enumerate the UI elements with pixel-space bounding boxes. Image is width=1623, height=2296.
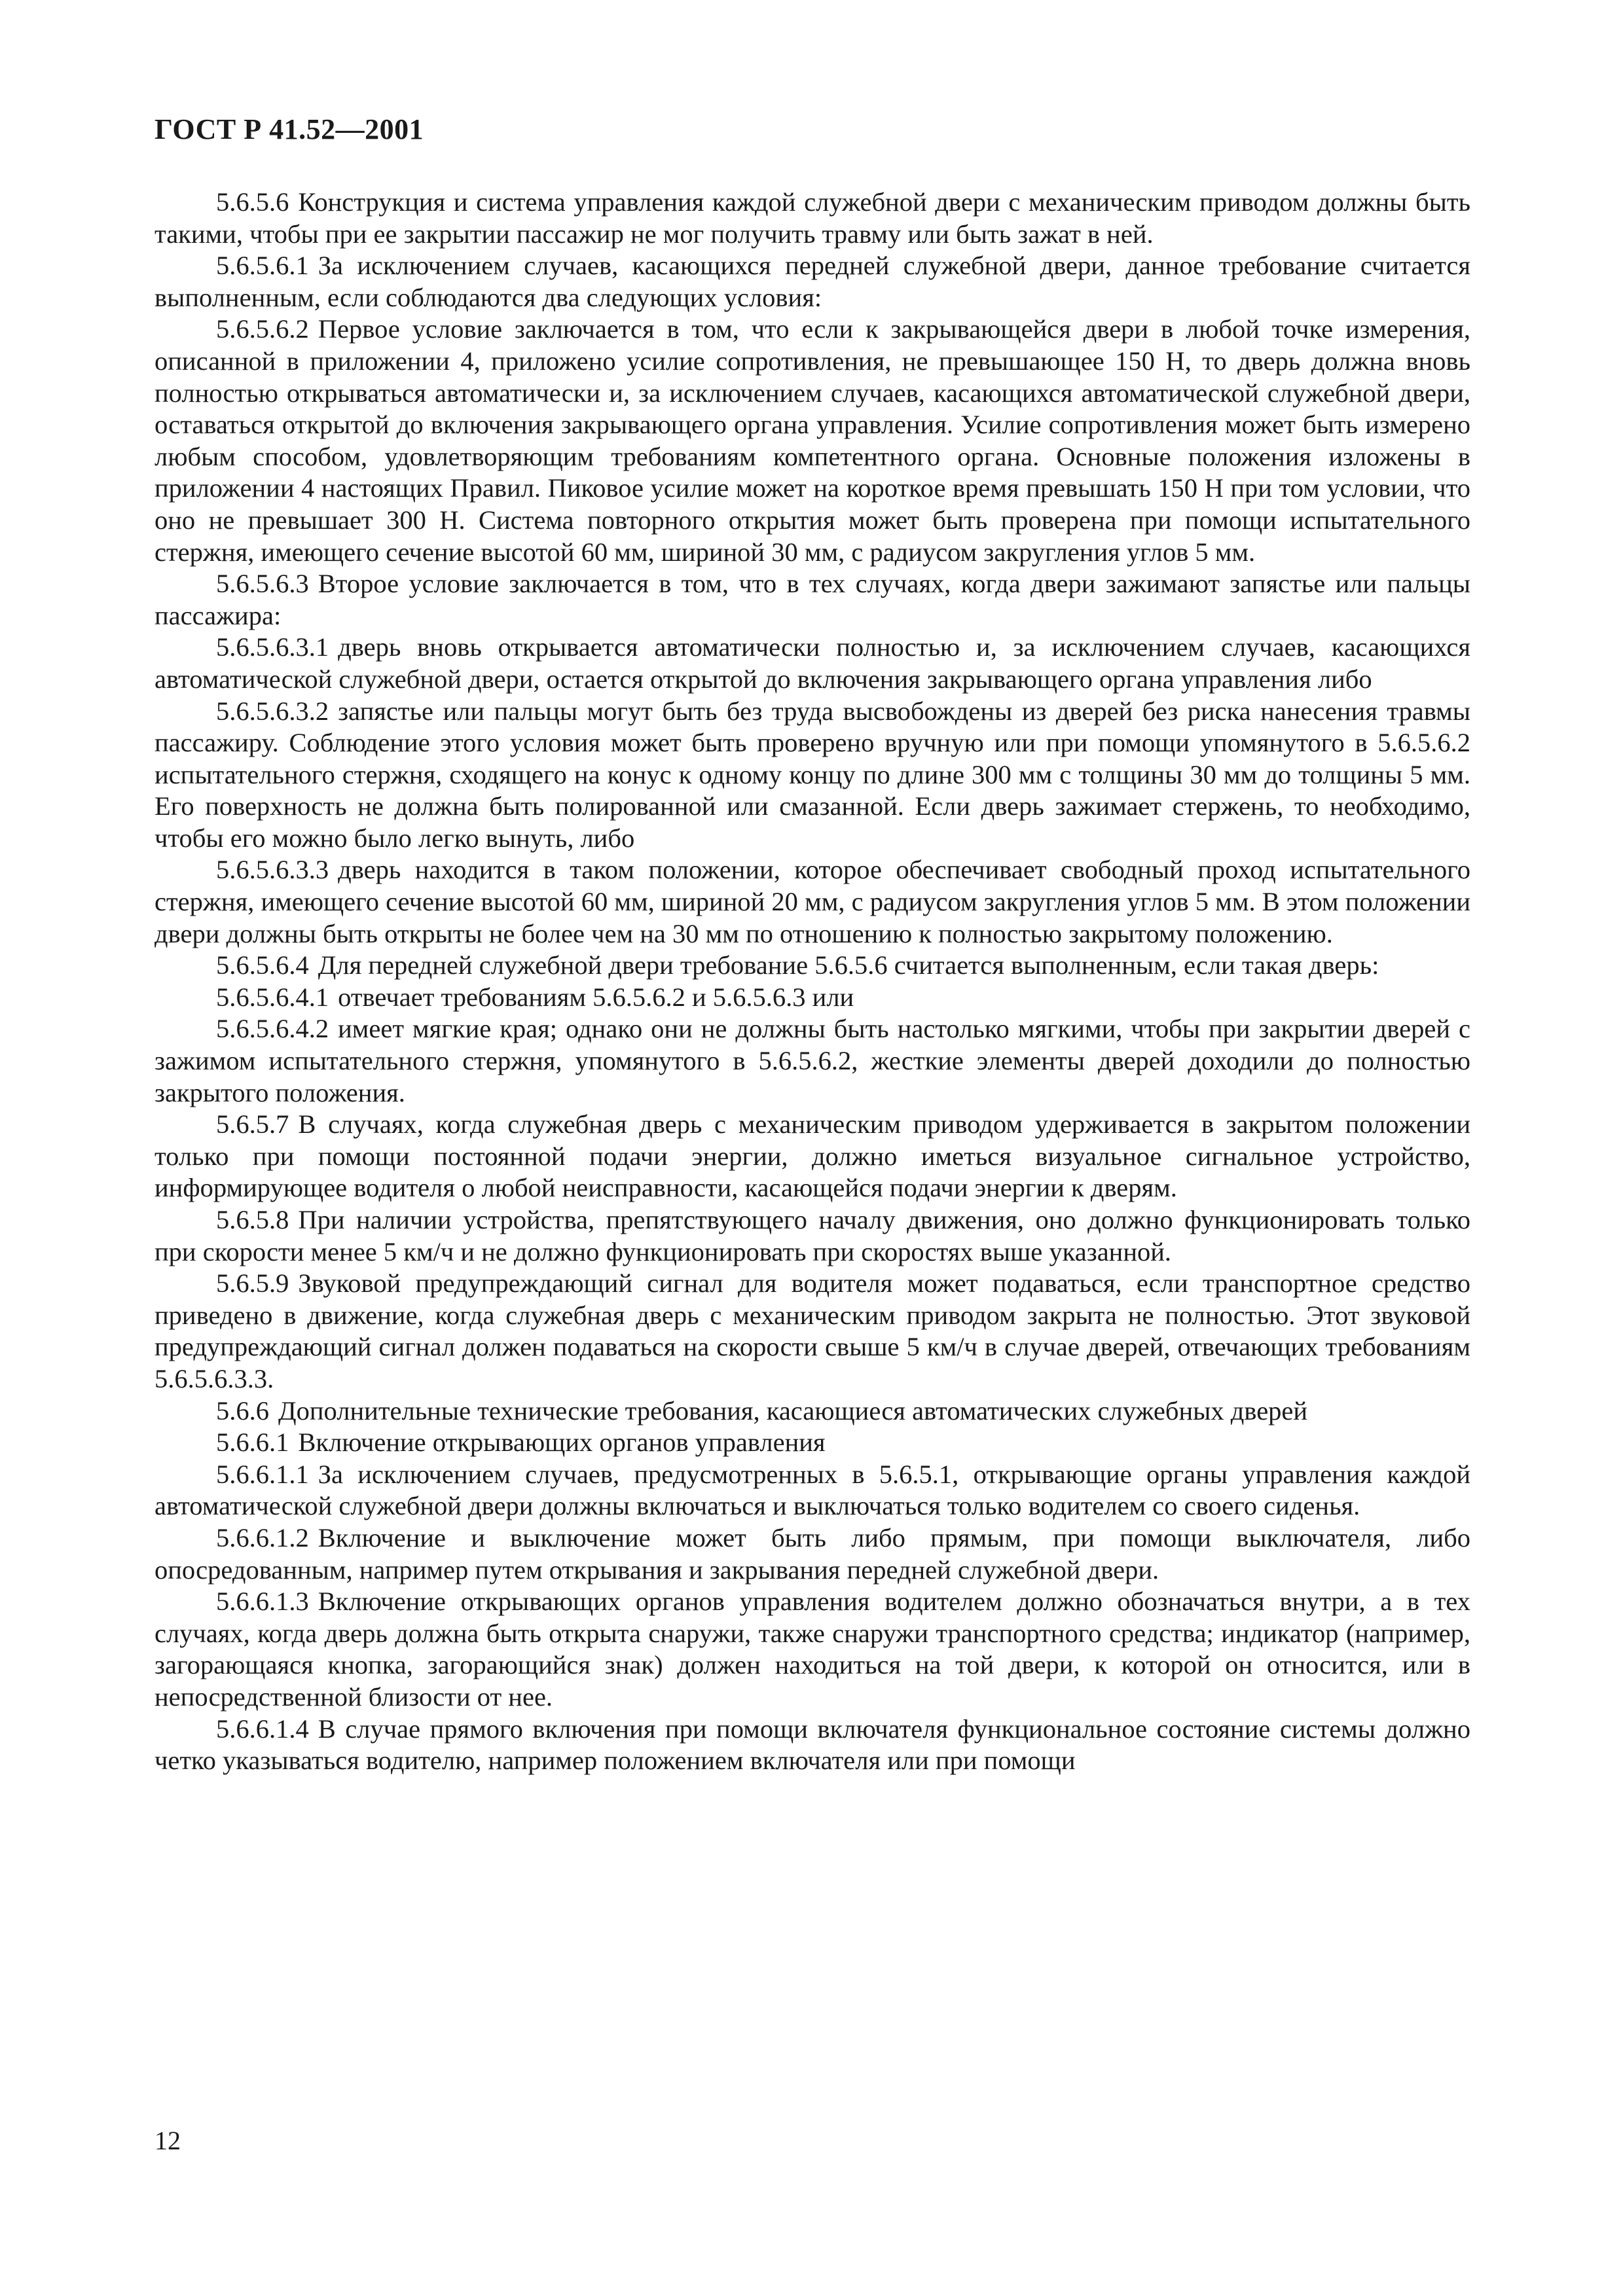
document-header: ГОСТ Р 41.52—2001 xyxy=(155,113,424,145)
paragraph-number: 5.6.5.6 xyxy=(216,187,289,217)
paragraph-number: 5.6.6.1.4 xyxy=(216,1713,309,1744)
paragraph-5.6.5.8 xyxy=(155,1204,1470,1268)
paragraph-5.6.5.6.3 xyxy=(155,568,1470,632)
paragraph-5.6.5.6.1 xyxy=(155,250,1470,314)
paragraph-5.6.5.6.3.1 xyxy=(155,632,1470,695)
paragraph-text: Для передней служебной двери требование 5.6.5.6 считается выполненным, если такая дверь: xyxy=(318,950,1379,980)
paragraph-text: В случае прямого включения при помощи включателя функциональное состояние системы должно четко указываться водителю, например положением включателя или при помощи xyxy=(155,1713,1470,1776)
paragraph-number: 5.6.5.7 xyxy=(216,1109,289,1139)
paragraph-number: 5.6.5.6.4.2 xyxy=(216,1014,329,1044)
paragraph-text: Второе условие заключается в том, что в тех случаях, когда двери зажимают запястье или пальцы пассажира: xyxy=(155,569,1470,630)
paragraph-5.6.5.6.3.3 xyxy=(155,854,1470,950)
paragraph-5.6.6.1.2 xyxy=(155,1522,1470,1586)
paragraph-5.6.6 xyxy=(155,1395,1470,1427)
paragraph-text: Дополнительные технические требования, касающиеся автоматических служебных дверей xyxy=(278,1395,1308,1426)
paragraph-text: Включение открывающих органов управления xyxy=(298,1427,826,1458)
paragraph-number: 5.6.5.6.4.1 xyxy=(216,982,329,1012)
paragraph-5.6.5.6 xyxy=(155,187,1470,250)
paragraph-text: Первое условие заключается в том, что если к закрывающейся двери в любой точке измерения, описанной в приложении 4, приложено усилие сопротивления, не превышающее 150 Н, то дверь должна вновь полностью открываться автоматически и, за исключением случаев, касающихся автоматической служебной двери, оставаться открытой до включения закрывающего органа управления. Усилие сопротивления может быть измерено любым способом, удовлетворяющим требованиям компетентного органа. Основные положения изложены в приложении 4 настоящих Правил. Пиковое усилие может на короткое время превышать 150 Н при том условии, что оно не превышает 300 Н. Система повторного открытия может быть проверена при помощи испытательного стержня, имеющего сечение высотой 60 мм, шириной 30 мм, с радиусом закругления углов 5 мм. xyxy=(155,314,1470,567)
paragraph-text: имеет мягкие края; однако они не должны быть настолько мягкими, чтобы при закрытии дверей с зажимом испытательного стержня, упомянутого в 5.6.5.6.2, жесткие элементы дверей доходили до полностью закрытого положения. xyxy=(155,1014,1470,1107)
paragraph-5.6.5.6.2 xyxy=(155,314,1470,568)
paragraph-text: дверь находится в таком положении, которое обеспечивает свободный проход испытательного стержня, имеющего сечение высотой 60 мм, шириной 20 мм, с радиусом закругления углов 5 мм. В этом положении двери должны быть открыты не более чем на 30 мм по отношению к полностью закрытому положению. xyxy=(155,855,1470,948)
paragraph-number: 5.6.6.1.1 xyxy=(216,1459,309,1489)
paragraph-5.6.6.1.1 xyxy=(155,1459,1470,1522)
paragraph-5.6.6.1.4 xyxy=(155,1713,1470,1777)
paragraph-5.6.5.6.4.2 xyxy=(155,1013,1470,1109)
paragraph-5.6.5.7 xyxy=(155,1109,1470,1204)
paragraph-text: Конструкция и система управления каждой служебной двери с механическим приводом должны быть такими, чтобы при ее закрытии пассажир не мог получить травму или быть зажат в ней. xyxy=(155,187,1470,249)
paragraph-number: 5.6.5.8 xyxy=(216,1205,289,1234)
page-number: 12 xyxy=(155,2126,181,2155)
document-body xyxy=(155,187,1470,1777)
paragraph-5.6.5.6.3.2 xyxy=(155,696,1470,855)
paragraph-number: 5.6.5.6.4 xyxy=(216,950,309,980)
paragraph-number: 5.6.6.1.2 xyxy=(216,1522,309,1552)
paragraph-text: Включение открывающих органов управления водителем должно обозначаться внутри, а в тех случаях, когда дверь должна быть открыта снаружи, также снаружи транспортного средства; индикатор (например, загорающаяся кнопка, загорающийся знак) должен находиться на той двери, к которой он относится, или в непосредственной близости от нее. xyxy=(155,1587,1470,1712)
paragraph-5.6.5.6.4.1 xyxy=(155,982,1470,1014)
paragraph-number: 5.6.5.6.3.2 xyxy=(216,696,329,726)
paragraph-text: При наличии устройства, препятствующего началу движения, оно должно функционировать только при скорости менее 5 км/ч и не должно функционировать при скоростях выше указанной. xyxy=(155,1205,1470,1266)
paragraph-5.6.5.6.4 xyxy=(155,950,1470,982)
paragraph-number: 5.6.5.9 xyxy=(216,1268,289,1299)
paragraph-5.6.6.1 xyxy=(155,1427,1470,1459)
paragraph-number: 5.6.5.6.3.3 xyxy=(216,855,329,885)
paragraph-text: отвечает требованиям 5.6.5.6.2 и 5.6.5.6.3 или xyxy=(338,982,854,1012)
paragraph-number: 5.6.5.6.3.1 xyxy=(216,632,329,662)
paragraph-number: 5.6.6 xyxy=(216,1395,269,1426)
paragraph-text: В случаях, когда служебная дверь с механическим приводом удерживается в закрытом положении только при помощи постоянной подачи энергии, должно иметься визуальное сигнальное устройство, информирующее водителя о любой неисправности, касающейся подачи энергии к дверям. xyxy=(155,1109,1470,1203)
paragraph-text: Звуковой предупреждающий сигнал для водителя может подаваться, если транспортное средство приведено в движение, когда служебная дверь с механическим приводом закрыта не полностью. Этот звуковой предупреждающий сигнал должен подаваться на скорости свыше 5 км/ч в случае дверей, отвечающих требованиям 5.6.5.6.3.3. xyxy=(155,1268,1470,1393)
paragraph-5.6.5.9 xyxy=(155,1268,1470,1395)
paragraph-text: Включение и выключение может быть либо прямым, при помощи выключателя, либо опосредованным, например путем открывания и закрывания передней служебной двери. xyxy=(155,1522,1470,1585)
paragraph-5.6.6.1.3 xyxy=(155,1586,1470,1713)
paragraph-text: дверь вновь открывается автоматически полностью и, за исключением случаев, касающихся автоматической служебной двери, остается открытой до включения закрывающего органа управления либо xyxy=(155,632,1470,694)
paragraph-text: За исключением случаев, касающихся передней служебной двери, данное требование считается выполненным, если соблюдаются два следующих условия: xyxy=(155,251,1470,312)
paragraph-number: 5.6.5.6.1 xyxy=(216,251,309,281)
paragraph-text: За исключением случаев, предусмотренных в 5.6.5.1, открывающие органы управления каждой автоматической служебной двери должны включаться и выключаться только водителем со своего сиденья. xyxy=(155,1459,1470,1521)
paragraph-text: запястье или пальцы могут быть без труда высвобождены из дверей без риска нанесения травмы пассажиру. Соблюдение этого условия может быть проверено вручную или при помощи упомянутого в 5.6.5.6.2 испытательного стержня, сходящего на конус к одному концу по длине 300 мм с толщины 30 мм до толщины 5 мм. Его поверхность не должна быть полированной или смазанной. Если дверь зажимает стержень, то необходимо, чтобы его можно было легко вынуть, либо xyxy=(155,696,1470,853)
paragraph-number: 5.6.6.1 xyxy=(216,1427,289,1458)
paragraph-number: 5.6.5.6.3 xyxy=(216,569,309,599)
paragraph-number: 5.6.6.1.3 xyxy=(216,1587,309,1617)
paragraph-number: 5.6.5.6.2 xyxy=(216,314,309,344)
